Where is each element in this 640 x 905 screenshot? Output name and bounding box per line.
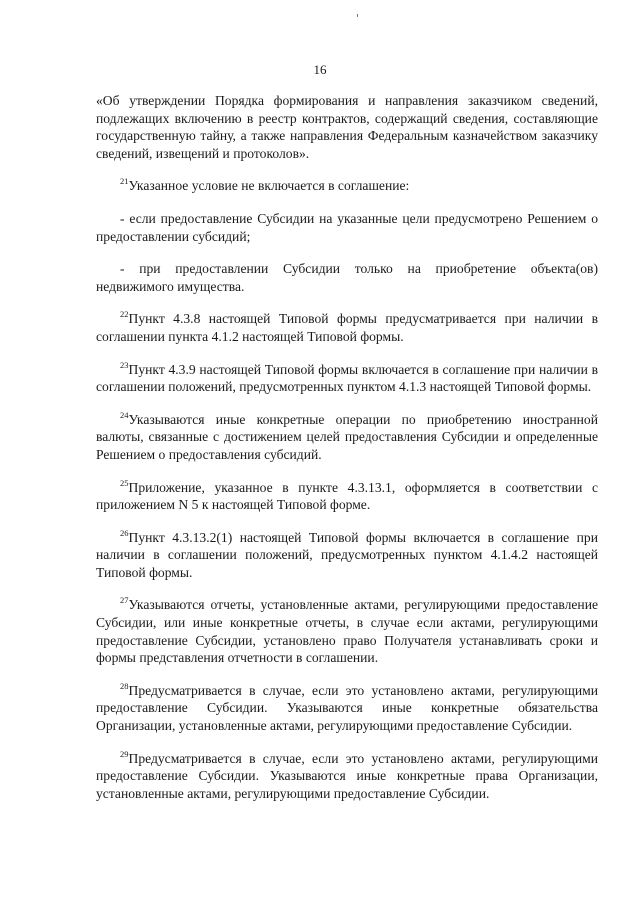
footnote-22 — [96, 310, 598, 345]
footnote-21-item-1 — [96, 210, 598, 245]
footnote-21 — [96, 177, 598, 195]
paragraph-text: Приложение, указанное в пункте 4.3.13.1, оформляется в соответствии с приложением N 5 к настоящей Типовой форме. — [96, 479, 598, 513]
footnote-29 — [96, 750, 598, 803]
footnote-24 — [96, 411, 598, 464]
paragraph-text: - если предоставление Субсидии на указанные цели предусмотрено Решением о предоставлении субсидий; — [96, 210, 598, 244]
paragraph-text: - при предоставлении Субсидии только на приобретение объекта(ов) недвижимого имущества. — [96, 261, 598, 294]
paragraph-text: Пункт 4.3.8 настоящей Типовой формы предусматривается при наличии в соглашении пункта 4.1.2 настоящей Типовой формы. — [96, 311, 598, 344]
paragraph-text: Указываются иные конкретные операции по приобретению иностранной валюты, связанные с достижением целей предоставления Субсидии и определенные Решением о предоставления субсидий. — [96, 411, 598, 462]
footnote-marker: 21 — [120, 176, 129, 187]
page-number: 16 — [313, 62, 327, 77]
paragraph-text: Предусматривается в случае, если это установлено актами, регулирующими предоставление Субсидии. Указываются иные конкретные обязательства Организации, установленные актами, регулирующими предоставление Субсидии. — [96, 682, 598, 734]
footnote-marker: 25 — [120, 477, 129, 488]
footnotes-body — [96, 92, 598, 802]
footnote-marker: 28 — [120, 680, 129, 691]
paragraph-text: Пункт 4.3.9 настоящей Типовой формы включается в соглашение при наличии в соглашении положений, предусмотренных пунктом 4.1.3 настоящей Типовой формы. — [96, 361, 598, 395]
footnote-marker: 22 — [120, 309, 129, 320]
footnote-28 — [96, 682, 598, 735]
footnote-marker: 24 — [120, 409, 129, 420]
paragraph-continuation — [96, 92, 598, 162]
footnote-21-item-2 — [96, 260, 598, 295]
paragraph-text: Указанное условие не включается в соглашение: — [128, 178, 410, 194]
footnote-marker: 23 — [120, 359, 129, 370]
paragraph-text: Пункт 4.3.13.2(1) настоящей Типовой формы включается в соглашение при наличии в соглашении положений, предусмотренных пунктом 4.1.4.2 настоящей Типовой формы. — [96, 529, 598, 580]
footnote-25 — [96, 479, 598, 514]
paragraph-text: Предусматривается в случае, если это установлено актами, регулирующими предоставление Субсидии. Указываются иные конкретные права Организации, установленные актами, регулирующими предоставление Субсидии. — [96, 750, 598, 801]
paragraph-text: Указываются отчеты, установленные актами, регулирующими предоставление Субсидии, или иные конкретные отчеты, в случае если актами, регулирующими предоставление Субсидии, установлено право Получателя устанавливать сроки и формы представления отчетности в соглашении. — [96, 597, 598, 666]
footnote-27 — [96, 596, 598, 666]
paragraph-text: «Об утверждении Порядка формирования и направления заказчиком сведений, подлежащих включению в реестр контрактов, содержащий сведения, составляющие государственную тайну, а также направления Федеральным казначейством заказчику сведений, извещений и протоколов». — [96, 93, 598, 161]
footnote-marker: 27 — [120, 595, 129, 606]
footnote-marker: 26 — [120, 527, 129, 538]
scan-mark — [357, 14, 358, 17]
footnote-26 — [96, 529, 598, 582]
footnote-marker: 29 — [120, 748, 129, 759]
footnote-23 — [96, 361, 598, 396]
